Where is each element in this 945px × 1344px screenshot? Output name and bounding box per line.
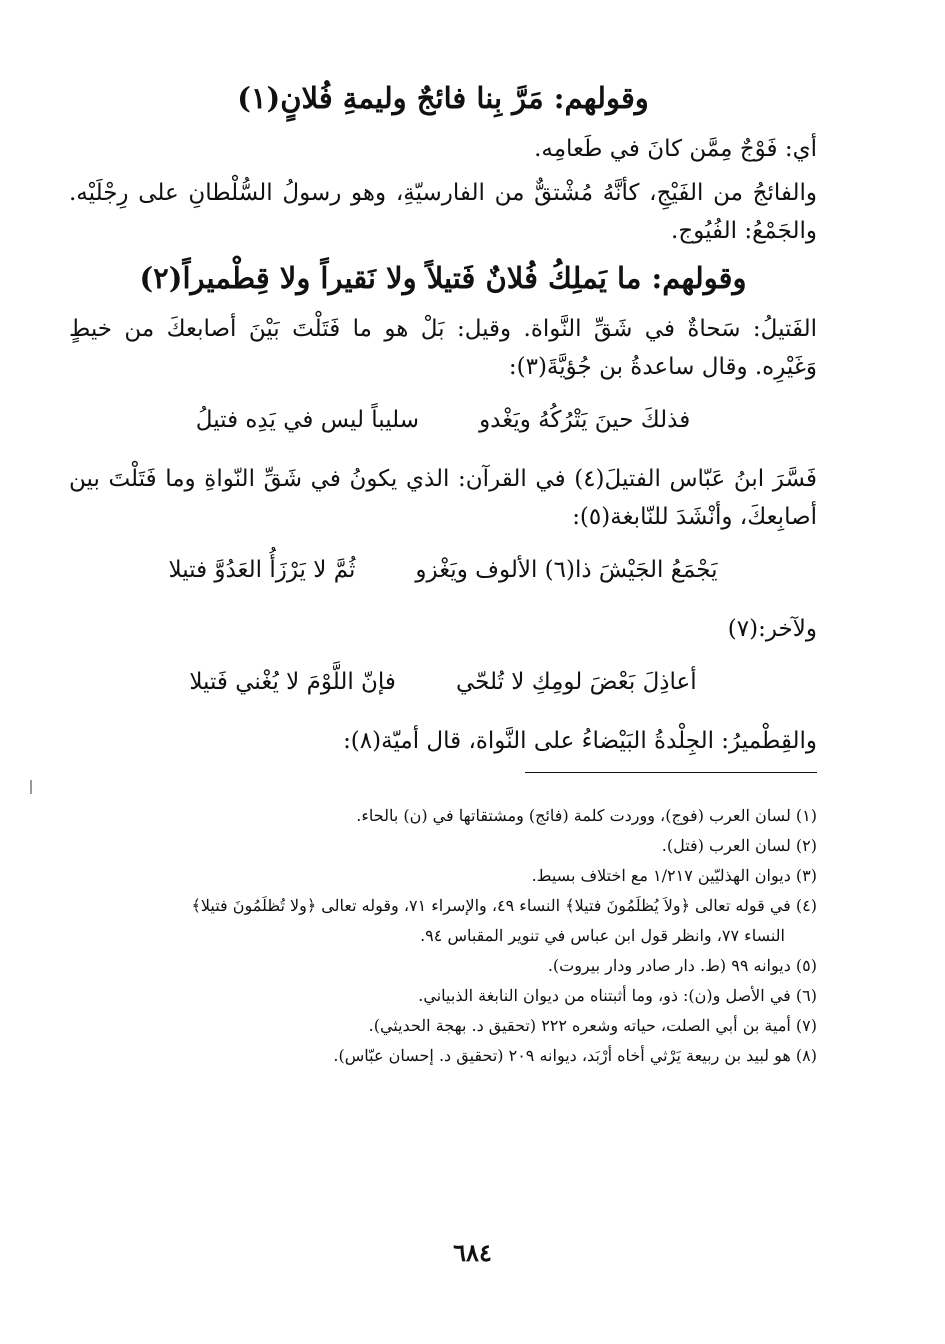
verse-3-first-hemistich: أعاذِلَ بَعْضَ لومِكِ لا تُلحّي — [455, 669, 697, 695]
footnotes — [69, 801, 817, 1071]
verse-2 — [69, 550, 817, 590]
verse-1-first-hemistich: فذلكَ حينَ يَتْرُكُهُ ويَغْدو — [479, 407, 691, 433]
footnote-divider — [525, 772, 817, 773]
paragraph-6: والقِطْميرُ: الجِلْدةُ البَيْضاءُ على النَّواة، قال أميّة(٨): — [343, 728, 817, 754]
footnote-2: (٢) لسان العرب (فتل). — [661, 836, 817, 855]
paragraph-4: فَسَّرَ ابنُ عَبّاس الفتيلَ(٤) في القرآن: الذي يكونُ في شَقِّ النّواةِ وما فَتَلْتَ بين أصابِعكَ، وأنْشَدَ للنّابغة(٥): — [69, 466, 817, 530]
paragraph-3: الفَتيلُ: سَحاةٌ في شَقِّ النَّواة. وقيل: بَلْ هو ما فَتَلْتَ بَيْنَ أصابعكَ من خيطٍ وَغَيْرِه. وقال ساعدةُ بن جُؤيَّةَ(٣): — [69, 316, 817, 380]
verse-3 — [69, 662, 817, 702]
verse-2-second-hemistich: ثُمَّ لا يَرْزَأُ العَدُوَّ فتيلا — [168, 557, 356, 583]
verse-1-second-hemistich: سليباً ليس في يَدِه فتيلُ — [195, 407, 420, 433]
page-number: ٦٨٤ — [453, 1238, 492, 1267]
footnote-4: (٤) في قوله تعالى ﴿ولاَ يُظلَمُونَ فتيلا﴾ النساء ٤٩، والإسراء ٧١، وقوله تعالى ﴿ولا تُظلَمُونَ فتيلا﴾ — [191, 896, 817, 915]
footnote-8: (٨) هو لبيد بن ربيعة يَرْثي أخاه أرْبَد، ديوانه ٢٠٩ (تحقيق د. إحسان عبّاس). — [333, 1046, 817, 1065]
footnote-4-continuation: النساء ٧٧، وانظر قول ابن عباس في تنوير المقباس ٩٤. — [420, 926, 785, 945]
page-content — [69, 78, 817, 1071]
footnote-7: (٧) أمية بن أبي الصلت، حياته وشعره ٢٢٢ (تحقيق د. بهجة الحديثي). — [368, 1016, 817, 1035]
section-heading-1: وقولهم: مَرَّ بِنا فائجٌ وليمةِ فُلانٍ(١) — [237, 81, 649, 115]
footnote-1: (١) لسان العرب (فوج)، ووردت كلمة (فائج) ومشتقاتها في (ن) بالحاء. — [356, 806, 817, 825]
verse-2-first-hemistich: يَجْمَعُ الجَيْشَ ذا(٦) الألوف ويَغْزو — [415, 557, 718, 583]
paragraph-5: ولآخر:(٧) — [727, 616, 817, 642]
footnote-6: (٦) في الأصل و(ن): ذو، وما أثبتناه من ديوان النابغة الذبياني. — [418, 986, 817, 1005]
section-heading-2: وقولهم: ما يَملِكُ فُلانٌ فَتيلاً ولا نَقيراً ولا قِطْميراً(٢) — [139, 261, 747, 295]
footnote-5: (٥) ديوانه ٩٩ (ط. دار صادر ودار بيروت). — [547, 956, 817, 975]
paragraph-2: والفائجُ من الفَيْجِ، كأنَّهُ مُشْتقٌّ من الفارسيّةِ، وهو رسولُ السُّلْطانِ على رِجْلَيْه. والجَمْعُ: الفُيُوج. — [69, 180, 817, 244]
footnote-3: (٣) ديوان الهذليّين ١/٢١٧ مع اختلاف بسيط. — [531, 866, 817, 885]
paragraph-1: أي: فَوْجٌ مِمَّن كانَ في طَعامِه. — [534, 136, 817, 162]
scan-artifact — [30, 780, 32, 794]
verse-3-second-hemistich: فإنّ اللَّوْمَ لا يُغْني فَتيلا — [189, 669, 396, 695]
verse-1 — [69, 400, 817, 440]
